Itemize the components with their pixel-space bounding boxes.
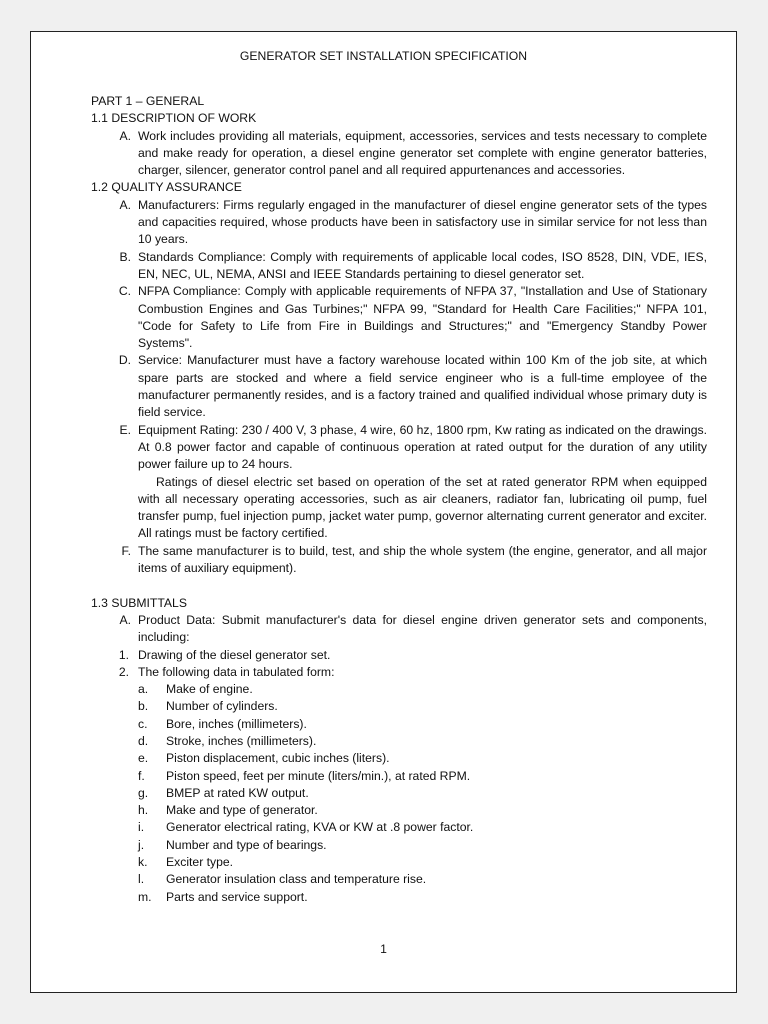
list-text: BMEP at rated KW output. bbox=[166, 785, 309, 800]
list-text: Piston displacement, cubic inches (liters). bbox=[166, 751, 390, 766]
tabulated-data-list bbox=[91, 681, 707, 906]
list-marker: g. bbox=[138, 785, 149, 800]
document-page bbox=[30, 31, 737, 993]
list-item bbox=[91, 768, 707, 785]
part-heading: PART 1 – GENERAL bbox=[91, 94, 205, 108]
list-text: The same manufacturer is to build, test, and ship the whole system (the engine, generator, and all major items of auxiliary equipment). bbox=[138, 543, 707, 576]
list-text: Number and type of bearings. bbox=[166, 837, 327, 852]
list-text: Service: Manufacturer must have a factory warehouse located within 100 Km of the job site, at which spare parts are stocked and where a field service engineer who is a full-time employee of the manufacturer permanently resides, and is a factory trained and qualified individual whose primary duty is field service. bbox=[138, 353, 707, 420]
list-marker: B. bbox=[119, 249, 131, 264]
list-text: Manufacturers: Firms regularly engaged in the manufacturer of diesel engine generator sets of the types and capacities required, whose products have been in satisfactory use in similar service for not less than 10 years. bbox=[138, 197, 707, 247]
list-text: Drawing of the diesel generator set. bbox=[138, 647, 331, 662]
list-marker: e. bbox=[138, 751, 149, 766]
list-marker: A. bbox=[119, 612, 131, 627]
list-item bbox=[91, 802, 707, 819]
list-text: Bore, inches (millimeters). bbox=[166, 716, 307, 731]
list-item bbox=[91, 197, 707, 249]
list-item bbox=[91, 889, 707, 906]
list-marker: l. bbox=[138, 872, 145, 887]
list-marker: C. bbox=[118, 284, 131, 299]
list-text: Generator electrical rating, KVA or KW at .8 power factor. bbox=[166, 820, 474, 835]
list-item bbox=[91, 854, 707, 871]
list-marker: A. bbox=[119, 128, 131, 143]
list-item bbox=[91, 612, 707, 647]
list-marker: E. bbox=[119, 422, 131, 437]
list-item bbox=[91, 249, 707, 284]
list-text: The following data in tabulated form: bbox=[138, 664, 335, 679]
list-item bbox=[91, 716, 707, 733]
rating-paragraph: Ratings of diesel electric set based on operation of the set at rated generator RPM when equipped with all necessary operating accessories, such as air cleaners, radiator fan, lubricating oil pump, fuel transfer pump, fuel injection pump, jacket water pump, governor alternating current generator and exciter. All ratings must be factory certified. bbox=[138, 474, 707, 541]
list-marker: c. bbox=[138, 716, 148, 731]
list-marker: i. bbox=[138, 820, 145, 835]
list-marker: a. bbox=[138, 682, 149, 697]
list-item bbox=[91, 819, 707, 836]
list-item bbox=[91, 785, 707, 802]
list-text: Product Data: Submit manufacturer's data for diesel engine driven generator sets and components, including: bbox=[138, 612, 707, 645]
list-marker: 2. bbox=[118, 664, 129, 679]
list-item bbox=[91, 733, 707, 750]
spacer bbox=[91, 577, 707, 594]
list-text: Parts and service support. bbox=[166, 889, 308, 904]
list-marker: b. bbox=[138, 699, 149, 714]
list-text: Make of engine. bbox=[166, 682, 253, 697]
list-text: Stroke, inches (millimeters). bbox=[166, 733, 317, 748]
list-marker: k. bbox=[138, 855, 148, 870]
list-marker: m. bbox=[138, 889, 152, 904]
list-item bbox=[91, 837, 707, 854]
document-title: GENERATOR SET INSTALLATION SPECIFICATION bbox=[239, 49, 528, 63]
list-text: NFPA Compliance: Comply with applicable requirements of NFPA 37, "Installation and Use of Stationary Combustion Engines and Gas Turbines;" NFPA 99, "Standard for Health Care Facilities;" NFPA 101, "Code for Safety to Life from Fire in Buildings and Structures;" and "Emergency Standby Power Systems". bbox=[138, 284, 707, 351]
list-text: Exciter type. bbox=[166, 855, 234, 870]
list-text: Number of cylinders. bbox=[166, 699, 278, 714]
list-marker: f. bbox=[138, 768, 145, 783]
list-text: Piston speed, feet per minute (liters/min.), at rated RPM. bbox=[166, 768, 471, 783]
list-marker: F. bbox=[121, 543, 131, 558]
list-item bbox=[91, 283, 707, 352]
section-heading: 1.1 DESCRIPTION OF WORK bbox=[91, 111, 257, 126]
list-marker: h. bbox=[138, 803, 149, 818]
list-marker: d. bbox=[138, 733, 149, 748]
section-heading: 1.2 QUALITY ASSURANCE bbox=[91, 180, 242, 195]
list-item bbox=[91, 698, 707, 715]
list-text: Standards Compliance: Comply with requirements of applicable local codes, ISO 8528, DIN, VDE, IES, EN, NEC, UL, NEMA, ANSI and IEEE Standards pertaining to diesel generator set. bbox=[138, 249, 707, 281]
list-item bbox=[91, 543, 707, 578]
list-item bbox=[91, 647, 707, 664]
list-marker: D. bbox=[118, 353, 131, 368]
list-marker: j. bbox=[138, 837, 145, 852]
list-item bbox=[91, 422, 707, 474]
document-body bbox=[91, 93, 707, 906]
list-marker: A. bbox=[119, 197, 131, 212]
list-item bbox=[91, 871, 707, 888]
page-number: 1 bbox=[380, 941, 387, 956]
list-text: Equipment Rating: 230 / 400 V, 3 phase, 4 wire, 60 hz, 1800 rpm, Kw rating as indicated on the drawings. At 0.8 power factor and capable of continuous operation at rated output for the duration of any utility power failure up to 24 hours. bbox=[138, 422, 707, 472]
list-item bbox=[91, 352, 707, 421]
list-text: Make and type of generator. bbox=[166, 803, 318, 818]
list-item bbox=[91, 664, 707, 681]
list-item bbox=[91, 750, 707, 767]
list-marker: 1. bbox=[118, 647, 129, 662]
section-heading: 1.3 SUBMITTALS bbox=[91, 595, 187, 610]
list-text: Generator insulation class and temperature rise. bbox=[166, 872, 427, 887]
list-text: Work includes providing all materials, equipment, accessories, services and tests necessary to complete and make ready for operation, a diesel engine generator set complete with engine generator batteries, charger, silencer, generator control panel and all required appurtenances and accessories. bbox=[138, 128, 707, 178]
list-item bbox=[91, 681, 707, 698]
list-item bbox=[91, 128, 707, 180]
